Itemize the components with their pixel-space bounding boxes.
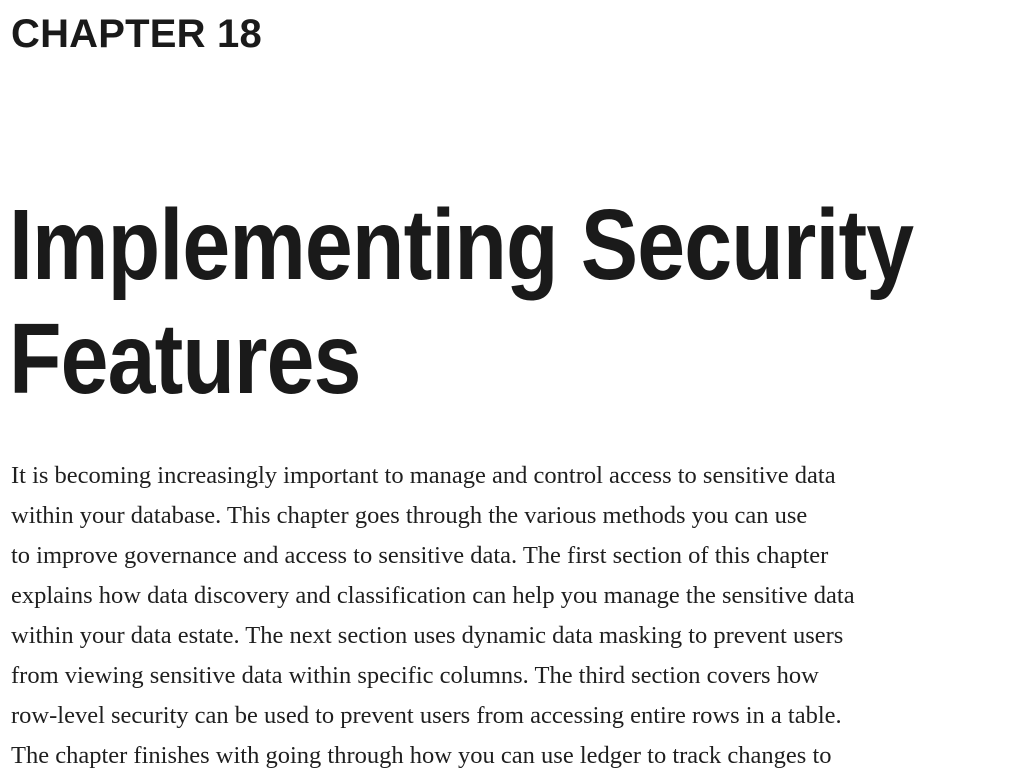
intro-line: to improve governance and access to sensitive data. The first section of this chapter	[11, 542, 829, 569]
chapter-number: CHAPTER 18	[11, 12, 262, 56]
intro-line: within your data estate. The next section uses dynamic data masking to prevent users	[11, 622, 844, 649]
intro-line: It is becoming increasingly important to manage and control access to sensitive data	[11, 462, 836, 489]
intro-line: The chapter finishes with going through how you can use ledger to track changes to	[11, 742, 832, 769]
chapter-title-line: Implementing Security	[9, 189, 914, 301]
intro-line: explains how data discovery and classification can help you manage the sensitive data	[11, 582, 855, 609]
intro-paragraph	[11, 456, 1021, 776]
intro-line: within your database. This chapter goes through the various methods you can use	[11, 502, 808, 529]
intro-line: from viewing sensitive data within specific columns. The third section covers how	[11, 662, 819, 689]
intro-line: row-level security can be used to prevent users from accessing entire rows in a table.	[11, 702, 842, 729]
chapter-title-line: Features	[9, 303, 361, 415]
chapter-title	[9, 188, 913, 416]
